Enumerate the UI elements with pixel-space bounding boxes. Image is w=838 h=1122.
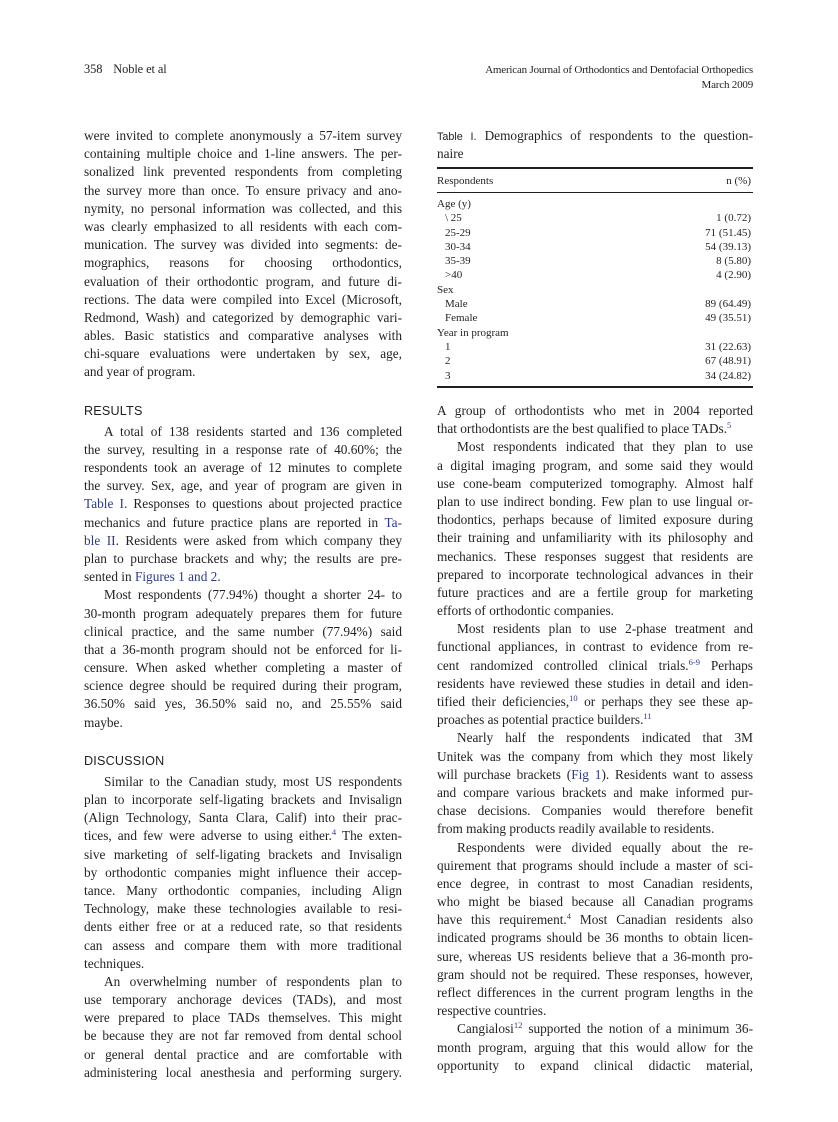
text-span: mechanics and future practice plans are reported in <box>84 514 385 530</box>
running-head-right <box>485 63 753 93</box>
row-value: 4 (2.90) <box>716 269 751 282</box>
row-label: 2 <box>445 355 451 368</box>
text-line: or general dental practice and are comfortable with <box>84 1046 402 1062</box>
text-line: and compare various brackets and make informed pur- <box>437 784 753 800</box>
table-row <box>437 240 753 254</box>
text-line: (Align Technology, Santa Clara, Calif) into their prac- <box>84 810 402 826</box>
text-span: have this requirement. <box>437 912 567 928</box>
row-value: 31 (22.63) <box>705 340 751 353</box>
text-span: Most Canadian residents also <box>571 912 753 928</box>
row-label: >40 <box>445 269 463 282</box>
right-paragraph-2 <box>437 438 753 620</box>
text-line: Most residents plan to use 2-phase treatment and <box>457 621 753 637</box>
text-line: munication. The survey was divided into segments: de- <box>84 237 402 253</box>
text-line: that a 36-month program should not be enforced for li- <box>84 641 402 657</box>
table-row <box>437 311 753 325</box>
table-row <box>437 254 753 268</box>
text-line: Redmond, Wash) and categorized by demographic vari- <box>84 309 402 325</box>
caption-line: naire <box>437 146 464 161</box>
table-row <box>437 193 753 211</box>
row-value: 1 (0.72) <box>716 212 751 225</box>
table-1-link[interactable]: Table I <box>84 496 124 512</box>
citation-4[interactable]: 4 <box>566 911 571 922</box>
text-line: a digital imaging program, and some said they would <box>437 457 753 473</box>
text-line: Technology, make these technologies available to resi- <box>84 901 402 917</box>
right-paragraph-5 <box>437 839 753 1021</box>
table-row <box>437 340 753 354</box>
row-label: Female <box>445 312 478 325</box>
text-span: . Residents were asked from which company they <box>115 532 402 548</box>
text-line: An overwhelming number of respondents plan to <box>104 973 402 989</box>
text-line: sonalized link prevented respondents from completing <box>84 164 402 180</box>
text-line: from making products readily available to residents. <box>437 821 715 837</box>
row-value: 54 (39.13) <box>705 240 751 253</box>
text-line: prepared to incorporate technological advances in their <box>437 566 753 582</box>
text-line <box>437 766 753 784</box>
methods-paragraph-end <box>84 127 402 382</box>
row-label: 35-39 <box>445 255 471 268</box>
text-span: tices, and few were adverse to using either. <box>84 828 332 844</box>
row-value: 71 (51.45) <box>705 226 751 239</box>
citation-6-9[interactable]: 6-9 <box>688 656 700 667</box>
row-label: Age (y) <box>437 198 471 210</box>
table-1 <box>437 127 753 388</box>
text-line: nymity, no personal information was collected, and this <box>84 200 402 216</box>
text-span: . <box>217 569 221 585</box>
row-value: 34 (24.82) <box>705 369 751 382</box>
text-line: thodontics, perhaps because of limited exposure during <box>437 512 753 528</box>
text-line: reflect differences in the current program lengths in the <box>437 985 753 1000</box>
text-line: the survey more than once. To ensure privacy and ano- <box>84 182 402 198</box>
left-column <box>84 127 402 1082</box>
text-line <box>84 495 402 513</box>
text-line: rections. The data were compiled into Excel (Microsoft, <box>84 291 402 307</box>
text-span: supported the notion of a minimum 36- <box>522 1021 753 1037</box>
row-value: 49 (35.51) <box>705 312 751 325</box>
text-line: maybe. <box>84 714 123 730</box>
text-line <box>84 827 402 845</box>
table-2-link-cont[interactable]: ble II <box>84 532 116 548</box>
row-value: 8 (5.80) <box>716 255 751 268</box>
demographics-table <box>437 169 753 192</box>
text-line: sure, whereas US residents believe that a 36-month pro- <box>437 948 753 964</box>
text-line: mechanics. These responses suggest that residents are <box>437 548 753 564</box>
right-paragraph-6 <box>437 1020 753 1075</box>
text-span: tified their deficiencies, <box>437 694 570 709</box>
table-caption <box>437 127 753 163</box>
table-row <box>437 297 753 311</box>
text-line: and year of program. <box>84 364 196 380</box>
text-line: Similar to the Canadian study, most US respondents <box>104 773 402 789</box>
text-line: were prepared to place TADs themselves. This might <box>84 1010 402 1026</box>
text-line: residents have reviewed these studies in detail and iden- <box>437 675 753 691</box>
text-span: proaches as potential practice builders. <box>437 712 644 728</box>
text-line: respective countries. <box>437 1003 547 1019</box>
caption-text: Demographics of respondents to the question- <box>476 128 753 143</box>
text-span: . Responses to questions about projected practice <box>123 496 403 512</box>
author-running-title: Noble et al <box>113 62 167 76</box>
text-line: Respondents were divided equally about the re- <box>457 839 753 855</box>
right-paragraph-1 <box>437 402 753 438</box>
row-label: 30-34 <box>445 240 471 253</box>
text-line: plan to use indirect bonding. Few plan to use lingual or- <box>437 493 753 509</box>
text-line: 30-month program adequately prepares them for future <box>84 605 402 621</box>
text-line: clinical practice, and the same number (77.94%) said <box>84 623 402 639</box>
caption-line <box>437 127 753 145</box>
text-line: their training and unfamiliarity with its philosophy and <box>437 530 753 546</box>
text-line: administering local anesthesia and performing surgery. <box>84 1064 402 1080</box>
table-label: Table I. <box>437 131 477 143</box>
text-line: who might be biased because all Canadian programs <box>437 894 753 910</box>
row-label: 1 <box>445 340 451 353</box>
text-line: Unitek was the company from which they most likely <box>437 748 753 764</box>
text-line: be because they are not far removed from dental school <box>84 1028 402 1044</box>
text-line: use temporary anchorage devices (TADs), and most <box>84 992 402 1008</box>
text-line: evaluation of their orthodontic program, and future di- <box>84 273 402 289</box>
text-line: mographics, reasons for choosing orthodontics, <box>84 255 402 271</box>
row-label: 25-29 <box>445 226 471 239</box>
results-paragraph-2 <box>84 586 402 732</box>
row-label: \ 25 <box>445 212 462 225</box>
page-number: 358 <box>84 62 103 76</box>
text-line: indicated programs should be 36 months to obtain licen- <box>437 930 753 946</box>
citation-11[interactable]: 11 <box>643 711 652 722</box>
text-line: chase decisions. Companies would therefore benefit <box>437 803 753 819</box>
table-row <box>437 369 753 383</box>
text-span: Cangialosi <box>457 1021 514 1037</box>
text-line: sive marketing of self-ligating brackets and Invisalign <box>84 846 402 862</box>
citation-12[interactable]: 12 <box>513 1020 523 1031</box>
row-value: 89 (64.49) <box>705 298 751 311</box>
row-label: Sex <box>437 283 454 296</box>
text-line: opportunity to expand clinical didactic material, <box>437 1057 753 1073</box>
text-line: plan to purchase brackets and why; the results are pre- <box>84 550 402 566</box>
results-paragraph-1 <box>84 423 402 587</box>
text-line <box>84 514 402 532</box>
table-2-link[interactable]: Ta- <box>384 514 402 530</box>
text-span: ). Residents want to assess <box>601 766 753 782</box>
text-span: or perhaps they see these ap- <box>577 694 753 709</box>
table-row <box>437 354 753 368</box>
right-paragraph-3 <box>437 620 753 729</box>
text-span: that orthodontists are the best qualified to place TADs. <box>437 421 728 437</box>
table-row <box>437 268 753 282</box>
table-bottom-rule <box>437 386 753 388</box>
column-header-n-percent: n (%) <box>726 175 751 187</box>
text-line <box>437 911 753 929</box>
text-span: sented in <box>84 569 135 585</box>
citation-5[interactable]: 5 <box>727 420 732 431</box>
row-label: Year in program <box>437 326 509 339</box>
text-line <box>437 693 753 711</box>
text-line: 36.50% said yes, 36.50% said no, and 25.55% said <box>84 696 402 712</box>
text-span: Perhaps <box>699 657 753 673</box>
text-line <box>84 532 402 550</box>
discussion-paragraph-2 <box>84 973 402 1082</box>
text-line: can assess and compare them with more traditional <box>84 937 402 953</box>
text-span: cent randomized controlled clinical trials. <box>437 657 689 673</box>
text-line: Nearly half the respondents indicated that 3M <box>457 730 753 746</box>
text-line: Most respondents indicated that they plan to use <box>457 439 753 455</box>
text-line <box>437 711 753 729</box>
text-line: A total of 138 residents started and 136 completed <box>104 423 402 439</box>
text-line <box>437 420 753 438</box>
text-line <box>437 1020 753 1038</box>
text-line: ence degree, in contrast to most Canadian residents, <box>437 875 753 891</box>
row-value <box>626 283 753 297</box>
text-line: use cone-beam computerized tomography. Almost half <box>437 475 753 491</box>
text-line: ables. Basic statistics and comparative analyses with <box>84 328 402 344</box>
text-line: quirement that programs should include a master of sci- <box>437 857 753 873</box>
row-label: 3 <box>445 369 451 382</box>
text-line: A group of orthodontists who met in 2004 reported <box>437 403 753 418</box>
figure-1-link[interactable]: Fig 1 <box>571 766 602 782</box>
text-line: functional appliances, in contrast to evidence from re- <box>437 639 753 655</box>
text-line: dents either free or at a reduced rate, so that residents <box>84 919 402 935</box>
discussion-heading: DISCUSSION <box>84 753 165 768</box>
demographics-table-body <box>437 193 753 383</box>
text-line: the survey. Sex, age, and year of program are given in <box>84 478 402 494</box>
discussion-paragraph-1 <box>84 773 402 973</box>
journal-title: American Journal of Orthodontics and Dentofacial Orthopedics <box>485 64 753 76</box>
table-row <box>437 211 753 225</box>
table-row <box>437 226 753 240</box>
text-span: The exten- <box>336 828 402 844</box>
citation-10[interactable]: 10 <box>569 693 578 703</box>
results-heading: RESULTS <box>84 403 143 418</box>
table-row <box>437 326 753 340</box>
running-head-left <box>84 62 167 77</box>
text-line: plan to incorporate self-ligating brackets and Invisalign <box>84 792 402 807</box>
text-line: respondents took an average of 12 minutes to complete <box>84 460 402 475</box>
right-column <box>437 402 753 1075</box>
text-line: techniques. <box>84 955 145 971</box>
text-line: were invited to complete anonymously a 57-item survey <box>84 128 402 143</box>
issue-date: March 2009 <box>701 79 753 91</box>
figures-link[interactable]: Figures 1 and 2 <box>134 569 218 585</box>
text-line: tance. Many orthodontic companies, including Align <box>84 882 402 898</box>
row-value <box>626 193 753 211</box>
citation-4[interactable]: 4 <box>331 827 337 838</box>
text-span: will purchase brackets ( <box>437 766 572 782</box>
text-line: science degree should be required during their program, <box>84 678 402 694</box>
text-line: was clearly emphasized to all residents with each com- <box>84 218 402 234</box>
text-line: efforts of orthodontic companies. <box>437 603 615 619</box>
text-line <box>84 568 402 586</box>
text-line: chi-square evaluations were undertaken by sex, age, <box>84 346 402 362</box>
right-paragraph-4 <box>437 729 753 838</box>
text-line: Most respondents (77.94%) thought a shorter 24- to <box>104 587 402 603</box>
text-line: containing multiple choice and 1-line answers. The per- <box>84 146 402 162</box>
row-label: Male <box>445 298 468 311</box>
text-line: gram should not be required. These responses, however, <box>437 966 753 982</box>
table-row <box>437 283 753 297</box>
text-line: future practices and are a fertile group for marketing <box>437 584 753 600</box>
text-line: month program, arguing that this would allow for the <box>437 1039 753 1055</box>
row-value <box>626 326 753 340</box>
text-line: censure. When asked whether completing a master of <box>84 660 402 676</box>
text-line <box>437 657 753 675</box>
text-line: the survey, resulting in a response rate of 40.60%; the <box>84 441 402 457</box>
row-value: 67 (48.91) <box>705 355 751 368</box>
column-header-respondents: Respondents <box>437 175 494 187</box>
text-line: by orthodontic companies might influence their accep- <box>84 864 402 880</box>
